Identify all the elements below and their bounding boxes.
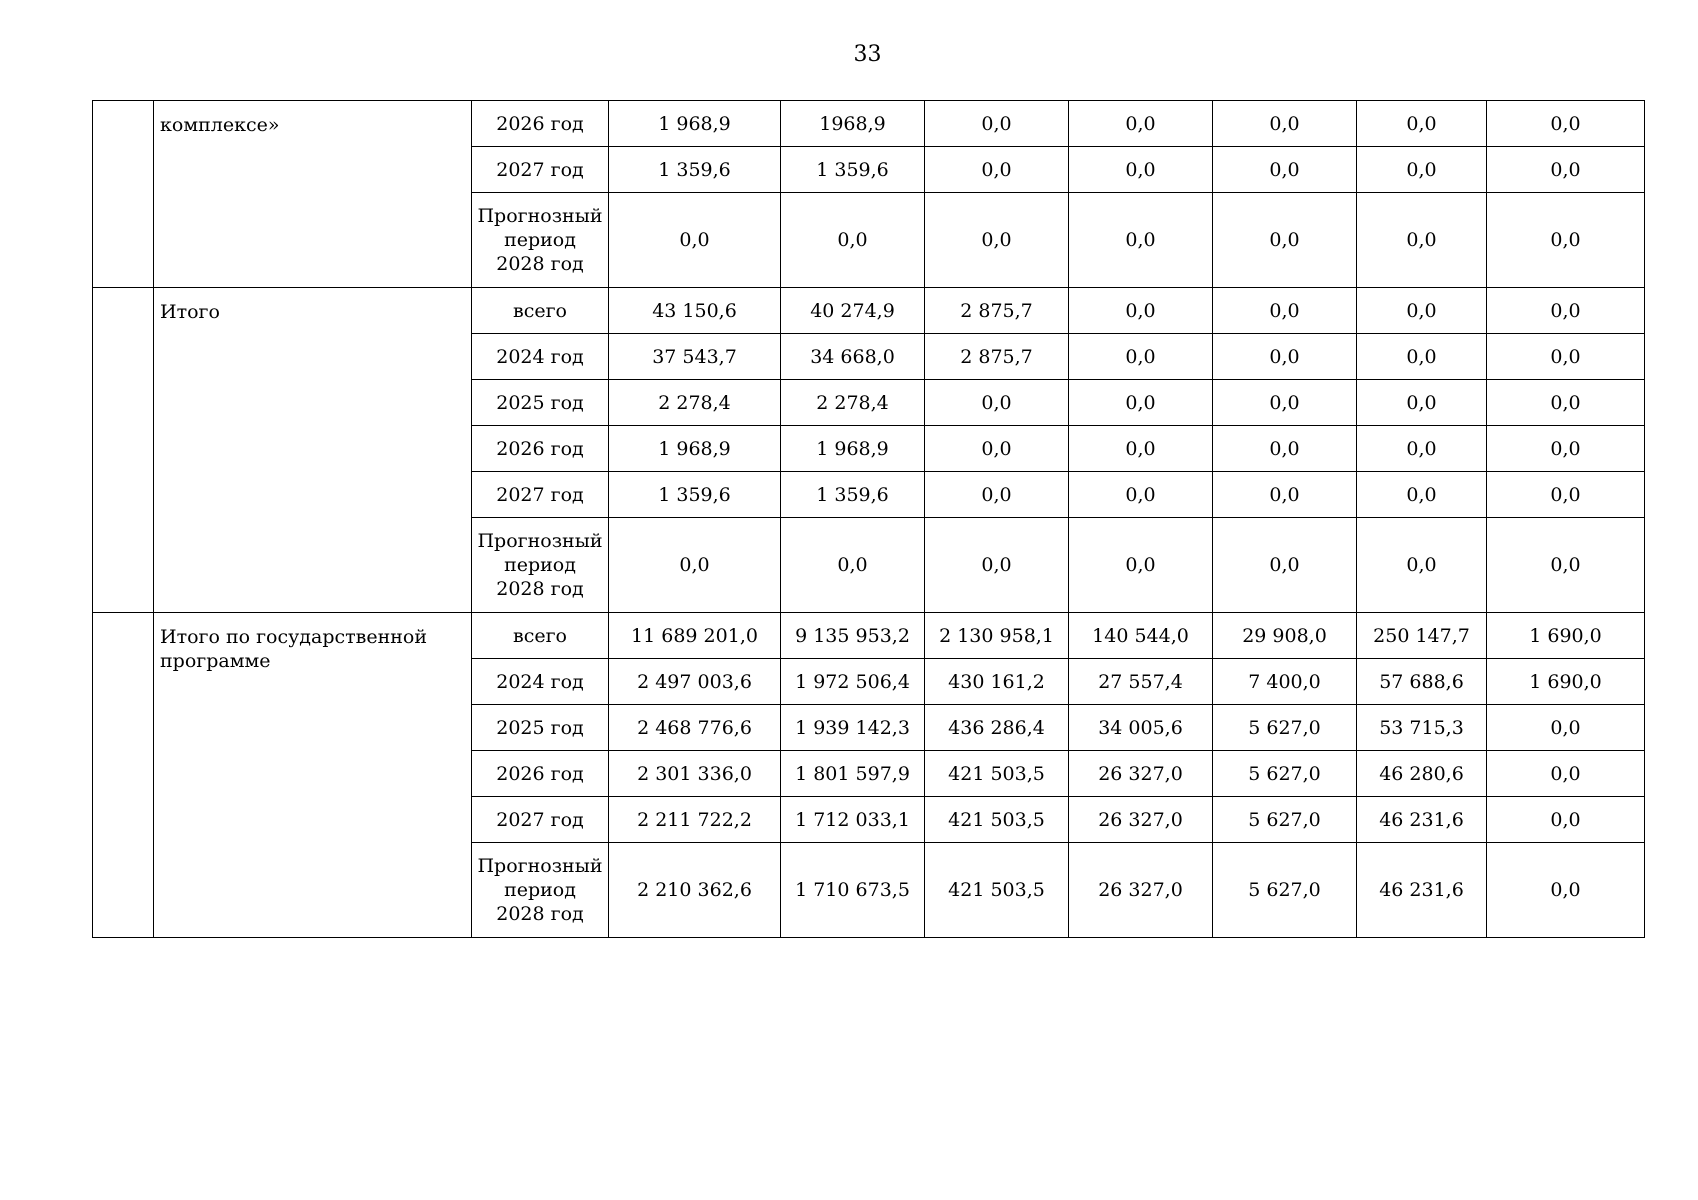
- value-cell: 2 278,4: [609, 380, 781, 426]
- value-cell: 0,0: [925, 472, 1069, 518]
- page-number: 33: [853, 42, 882, 67]
- value-cell: 0,0: [1487, 843, 1645, 938]
- value-cell: 40 274,9: [781, 288, 925, 334]
- value-cell: 0,0: [1069, 518, 1213, 613]
- value-cell: 1 939 142,3: [781, 705, 925, 751]
- value-cell: 0,0: [781, 518, 925, 613]
- value-cell: 5 627,0: [1213, 705, 1357, 751]
- value-cell: 46 280,6: [1357, 751, 1487, 797]
- value-cell: 250 147,7: [1357, 613, 1487, 659]
- value-cell: 0,0: [1213, 380, 1357, 426]
- table-row: [93, 613, 1645, 659]
- value-cell: 140 544,0: [1069, 613, 1213, 659]
- value-cell: 0,0: [1357, 147, 1487, 193]
- value-cell: 29 908,0: [1213, 613, 1357, 659]
- value-cell: 0,0: [925, 147, 1069, 193]
- value-cell: 0,0: [1487, 334, 1645, 380]
- value-cell: 7 400,0: [1213, 659, 1357, 705]
- value-cell: 0,0: [1213, 426, 1357, 472]
- section-name: Итого: [154, 288, 472, 613]
- section-name: комплексе»: [154, 101, 472, 288]
- row-number-cell: [93, 288, 154, 613]
- value-cell: 0,0: [1069, 334, 1213, 380]
- value-cell: 0,0: [1213, 518, 1357, 613]
- value-cell: 0,0: [1069, 426, 1213, 472]
- value-cell: 1 972 506,4: [781, 659, 925, 705]
- value-cell: 0,0: [1487, 797, 1645, 843]
- budget-table: [92, 100, 1645, 938]
- value-cell: 0,0: [1487, 518, 1645, 613]
- value-cell: 421 503,5: [925, 843, 1069, 938]
- value-cell: 1 359,6: [609, 147, 781, 193]
- value-cell: 0,0: [925, 101, 1069, 147]
- value-cell: 0,0: [1213, 472, 1357, 518]
- value-cell: 2 210 362,6: [609, 843, 781, 938]
- value-cell: 1 690,0: [1487, 659, 1645, 705]
- value-cell: 0,0: [1357, 334, 1487, 380]
- value-cell: 43 150,6: [609, 288, 781, 334]
- value-cell: 2 497 003,6: [609, 659, 781, 705]
- value-cell: 1 359,6: [781, 472, 925, 518]
- value-cell: 0,0: [1213, 193, 1357, 288]
- value-cell: 0,0: [1357, 426, 1487, 472]
- section-name: Итого по государственной программе: [154, 613, 472, 938]
- value-cell: 1 690,0: [1487, 613, 1645, 659]
- value-cell: 0,0: [609, 193, 781, 288]
- value-cell: 0,0: [1487, 705, 1645, 751]
- period-cell: 2026 год: [472, 101, 609, 147]
- value-cell: 0,0: [1069, 380, 1213, 426]
- value-cell: 421 503,5: [925, 751, 1069, 797]
- value-cell: 0,0: [1213, 334, 1357, 380]
- value-cell: 0,0: [1069, 101, 1213, 147]
- value-cell: 0,0: [1069, 147, 1213, 193]
- value-cell: 0,0: [925, 193, 1069, 288]
- value-cell: 0,0: [1213, 288, 1357, 334]
- period-cell: 2024 год: [472, 659, 609, 705]
- value-cell: 2 301 336,0: [609, 751, 781, 797]
- value-cell: 2 278,4: [781, 380, 925, 426]
- value-cell: 2 130 958,1: [925, 613, 1069, 659]
- value-cell: 1 710 673,5: [781, 843, 925, 938]
- value-cell: 0,0: [1357, 193, 1487, 288]
- value-cell: 2 468 776,6: [609, 705, 781, 751]
- value-cell: 1 712 033,1: [781, 797, 925, 843]
- value-cell: 1 801 597,9: [781, 751, 925, 797]
- value-cell: 0,0: [925, 426, 1069, 472]
- table-row: [93, 101, 1645, 147]
- row-number-cell: [93, 101, 154, 288]
- value-cell: 0,0: [1487, 380, 1645, 426]
- value-cell: 57 688,6: [1357, 659, 1487, 705]
- value-cell: 0,0: [925, 380, 1069, 426]
- value-cell: 436 286,4: [925, 705, 1069, 751]
- value-cell: 26 327,0: [1069, 751, 1213, 797]
- value-cell: 26 327,0: [1069, 843, 1213, 938]
- value-cell: 1 968,9: [781, 426, 925, 472]
- value-cell: 5 627,0: [1213, 751, 1357, 797]
- period-cell: Прогнозный период 2028 год: [472, 843, 609, 938]
- value-cell: 0,0: [781, 193, 925, 288]
- period-cell: 2027 год: [472, 472, 609, 518]
- value-cell: 2 211 722,2: [609, 797, 781, 843]
- value-cell: 46 231,6: [1357, 843, 1487, 938]
- value-cell: 0,0: [1213, 101, 1357, 147]
- value-cell: 0,0: [925, 518, 1069, 613]
- value-cell: 0,0: [1357, 101, 1487, 147]
- value-cell: 1 968,9: [609, 101, 781, 147]
- period-cell: Прогнозный период 2028 год: [472, 518, 609, 613]
- value-cell: 0,0: [1487, 193, 1645, 288]
- period-cell: 2027 год: [472, 147, 609, 193]
- period-cell: 2025 год: [472, 705, 609, 751]
- period-cell: всего: [472, 288, 609, 334]
- value-cell: 430 161,2: [925, 659, 1069, 705]
- value-cell: 0,0: [1357, 472, 1487, 518]
- value-cell: 5 627,0: [1213, 797, 1357, 843]
- value-cell: 0,0: [1487, 472, 1645, 518]
- value-cell: 34 005,6: [1069, 705, 1213, 751]
- value-cell: 0,0: [1357, 518, 1487, 613]
- period-cell: 2026 год: [472, 426, 609, 472]
- table-body: [93, 101, 1645, 938]
- value-cell: 1968,9: [781, 101, 925, 147]
- value-cell: 5 627,0: [1213, 843, 1357, 938]
- value-cell: 0,0: [1357, 380, 1487, 426]
- value-cell: 0,0: [1357, 288, 1487, 334]
- value-cell: 0,0: [1487, 426, 1645, 472]
- value-cell: 1 968,9: [609, 426, 781, 472]
- value-cell: 0,0: [1487, 288, 1645, 334]
- value-cell: 1 359,6: [609, 472, 781, 518]
- value-cell: 27 557,4: [1069, 659, 1213, 705]
- value-cell: 26 327,0: [1069, 797, 1213, 843]
- value-cell: 0,0: [1069, 472, 1213, 518]
- value-cell: 2 875,7: [925, 334, 1069, 380]
- period-cell: всего: [472, 613, 609, 659]
- period-cell: 2026 год: [472, 751, 609, 797]
- value-cell: 34 668,0: [781, 334, 925, 380]
- table-row: [93, 288, 1645, 334]
- value-cell: 11 689 201,0: [609, 613, 781, 659]
- value-cell: 9 135 953,2: [781, 613, 925, 659]
- period-cell: 2025 год: [472, 380, 609, 426]
- period-cell: Прогнозный период 2028 год: [472, 193, 609, 288]
- value-cell: 0,0: [1487, 101, 1645, 147]
- value-cell: 2 875,7: [925, 288, 1069, 334]
- value-cell: 0,0: [1487, 147, 1645, 193]
- period-cell: 2024 год: [472, 334, 609, 380]
- value-cell: 37 543,7: [609, 334, 781, 380]
- value-cell: 1 359,6: [781, 147, 925, 193]
- value-cell: 0,0: [1487, 751, 1645, 797]
- value-cell: 0,0: [1069, 288, 1213, 334]
- value-cell: 46 231,6: [1357, 797, 1487, 843]
- row-number-cell: [93, 613, 154, 938]
- value-cell: 53 715,3: [1357, 705, 1487, 751]
- value-cell: 421 503,5: [925, 797, 1069, 843]
- value-cell: 0,0: [1069, 193, 1213, 288]
- period-cell: 2027 год: [472, 797, 609, 843]
- value-cell: 0,0: [609, 518, 781, 613]
- value-cell: 0,0: [1213, 147, 1357, 193]
